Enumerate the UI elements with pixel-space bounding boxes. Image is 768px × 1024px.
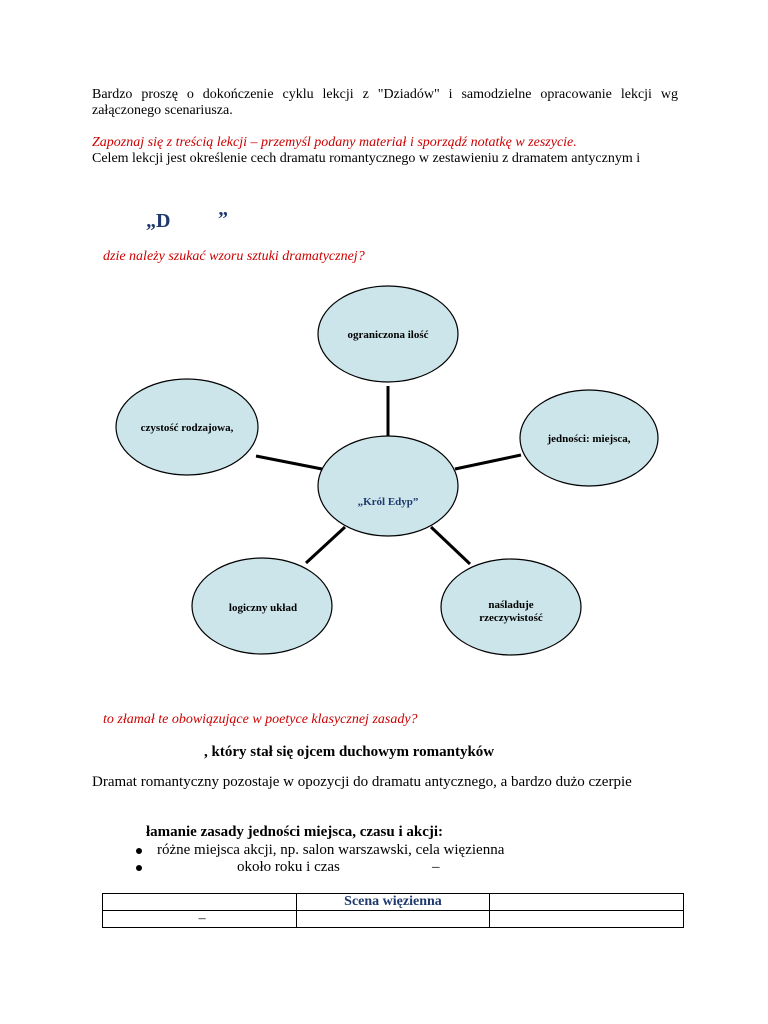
lesson-goal: Celem lekcji jest określenie cech dramatu romantycznego w zestawieniu z dramatem antycznym i xyxy=(92,151,641,166)
node-center-label: „Król Edyp” xyxy=(357,496,419,508)
node-left xyxy=(116,379,258,475)
instruction-text: Zapoznaj się z treścią lekcji – przemyśl podany materiał i sporządź notatkę w zeszycie. xyxy=(92,135,577,150)
table-cell-dash: – xyxy=(103,911,297,928)
intro-line-1: Bardzo proszę o dokończenie cyklu lekcji z "Dziadów" i samodzielne opracowanie lekcji wg xyxy=(92,87,678,102)
connector-bottom-right xyxy=(431,527,470,564)
heading-close: ” xyxy=(218,208,228,230)
table-row xyxy=(103,894,684,911)
scene-table xyxy=(102,893,684,928)
bullet-2-dash: – xyxy=(432,859,440,875)
connector-right xyxy=(455,455,521,469)
table-cell xyxy=(103,894,297,911)
bullet-1-text: różne miejsca akcji, np. salon warszawski, cela więzienna xyxy=(157,842,505,858)
intro-line-2: załączonego scenariusza. xyxy=(92,103,233,118)
father-of-romantics: , który stał się ojcem duchowym romantyków xyxy=(204,744,495,760)
node-top-label: ograniczona ilość xyxy=(347,329,429,341)
heading-open: „D xyxy=(146,210,171,232)
node-bottom-right-label-1: naśladuje xyxy=(488,599,534,611)
node-bottom-right xyxy=(441,559,581,655)
connector-left xyxy=(256,456,322,469)
node-bottom-right-label-2: rzeczywistość xyxy=(479,612,543,624)
question-who-broke-rules: to złamał te obowiązujące w poetyce klasycznej zasady? xyxy=(103,712,418,727)
table-cell xyxy=(490,911,684,928)
table-cell xyxy=(296,911,490,928)
connector-bottom-left xyxy=(306,527,345,563)
node-left-label: czystość rodzajowa, xyxy=(140,422,234,434)
node-center xyxy=(318,436,458,536)
rule-breaking-heading: łamanie zasady jedności miejsca, czasu i akcji: xyxy=(146,824,444,840)
bullet-2-text: około roku i czas xyxy=(237,859,340,875)
bullet-1-dot xyxy=(136,848,142,854)
question-dramatic-model: dzie należy szukać wzoru sztuki dramatycznej? xyxy=(103,249,365,264)
node-bottom-left xyxy=(192,558,332,654)
node-right-label: jedności: miejsca, xyxy=(547,433,631,445)
node-right xyxy=(520,390,658,486)
table-row xyxy=(103,911,684,928)
table-cell xyxy=(490,894,684,911)
node-top xyxy=(318,286,458,382)
node-bottom-left-label: logiczny układ xyxy=(228,602,298,614)
romantic-drama-text: Dramat romantyczny pozostaje w opozycji do dramatu antycznego, a bardzo dużo czerpie xyxy=(92,774,632,790)
bullet-2-dot xyxy=(136,865,142,871)
table-header-scene: Scena więzienna xyxy=(296,894,490,911)
